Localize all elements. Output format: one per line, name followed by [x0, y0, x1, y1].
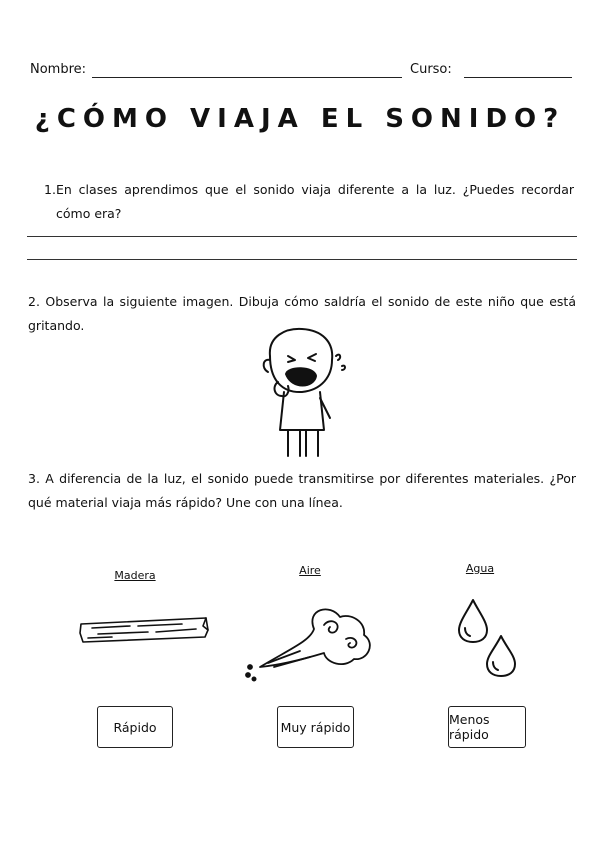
course-label: Curso:: [410, 62, 452, 77]
course-field[interactable]: [464, 77, 572, 78]
material-label-agua: Agua: [465, 562, 495, 575]
question-1-text: En clases aprendimos que el sonido viaja diferente a la luz. ¿Puedes recordar cómo era?: [56, 182, 574, 221]
question-3: [28, 467, 576, 515]
wood-plank-icon: [78, 614, 210, 644]
question-3-number: 3.: [28, 471, 40, 486]
answer-line-1[interactable]: [27, 236, 577, 237]
speed-box-rapido[interactable]: Rápido: [97, 706, 173, 748]
wind-gust-icon: [240, 603, 380, 685]
speed-box-menos-rapido[interactable]: Menos rápido: [448, 706, 526, 748]
page-title: ¿CÓMO VIAJA EL SONIDO?: [34, 104, 566, 134]
question-1-number: 1.: [44, 182, 56, 197]
question-3-text: A diferencia de la luz, el sonido puede transmitirse por diferentes materiales. ¿Por qué material viaja más rápido? Une con una línea.: [28, 471, 576, 510]
speed-box-muy-rapido[interactable]: Muy rápido: [277, 706, 354, 748]
question-2-text: Observa la siguiente imagen. Dibuja cómo saldría el sonido de este niño que está gritando.: [28, 294, 576, 333]
answer-line-2[interactable]: [27, 259, 577, 260]
name-field[interactable]: [92, 77, 402, 78]
question-1: [44, 178, 574, 226]
material-label-aire: Aire: [299, 564, 321, 577]
material-label-madera: Madera: [114, 569, 156, 582]
shouting-child-icon: [250, 326, 360, 460]
header-row: [30, 62, 575, 84]
name-label: Nombre:: [30, 62, 87, 77]
question-2-number: 2.: [28, 294, 40, 309]
water-drops-icon: [455, 598, 525, 682]
